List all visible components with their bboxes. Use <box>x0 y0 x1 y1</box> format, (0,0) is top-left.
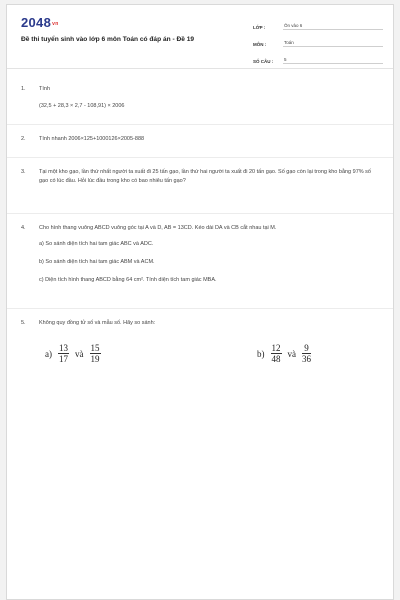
meta-count-row <box>253 53 383 64</box>
question-number: 4. <box>21 225 26 231</box>
fraction <box>302 343 311 364</box>
meta-class-label: LỚP : <box>253 25 266 30</box>
question-number: 2. <box>21 136 26 142</box>
meta-subject-row <box>253 36 383 47</box>
meta-count-value: 5 <box>283 57 383 64</box>
conjunction: và <box>75 348 84 359</box>
brand-name: 2048 <box>21 15 52 30</box>
meta-class-value: Ôn vào 6 <box>283 23 383 30</box>
numerator: 12 <box>271 343 281 353</box>
question-5 <box>21 319 381 328</box>
fraction <box>58 343 69 364</box>
question-1 <box>21 85 381 111</box>
question-3 <box>21 168 381 186</box>
question-divider <box>7 213 393 214</box>
question-part-b: b) So sánh diện tích hai tam giác ABM và ACM. <box>39 259 155 265</box>
document-page <box>6 4 394 600</box>
fraction <box>271 343 282 364</box>
question-text: Tính nhanh 2006×125+1000126×2005-888 <box>39 136 145 142</box>
question-divider <box>7 308 393 309</box>
question-number: 5. <box>21 320 26 326</box>
question-4 <box>21 224 381 285</box>
header-divider <box>7 68 393 69</box>
meta-subject-label: MÔN : <box>253 42 267 47</box>
brand-logo[interactable] <box>21 15 59 30</box>
numerator: 9 <box>304 343 309 353</box>
meta-box <box>253 19 383 70</box>
document-title: Đề thi tuyển sinh vào lớp 6 môn Toán có đáp án - Đề 19 <box>21 36 195 43</box>
comparison-label: a) <box>45 348 52 359</box>
question-text: Cho hình thang vuông ABCD vuông góc tại A và D, AB = 13CD. Kéo dài DA và CB cắt nhau tại M. <box>39 225 277 231</box>
conjunction: và <box>287 348 296 359</box>
question-divider <box>7 157 393 158</box>
question-text: Tại một kho gạo, lần thứ nhất người ta xuất đi 25 tấn gạo, lần thứ hai người ta xuất đi 20 tấn gạo. Số gạo còn lại trong kho bằng 97% số gạo có lúc đầu. Hỏi lúc đầu trong kho có bao nhiêu tấn gạo? <box>39 169 371 184</box>
denominator: 48 <box>271 354 281 364</box>
meta-class-row <box>253 19 383 30</box>
denominator: 19 <box>90 354 100 364</box>
meta-count-label: SỐ CÂU : <box>253 59 274 64</box>
comparison-label: b) <box>257 348 265 359</box>
question-expression: (32,5 + 28,3 × 2,7 - 108,91) × 2006 <box>39 103 125 109</box>
denominator: 36 <box>302 354 311 364</box>
comparison-a <box>45 343 105 364</box>
question-2 <box>21 135 381 144</box>
denominator: 17 <box>59 354 68 364</box>
question-number: 3. <box>21 169 26 175</box>
question-text: Không quy đồng tử số và mẫu số. Hãy so sánh: <box>39 320 156 326</box>
meta-subject-value: Toán <box>283 40 383 47</box>
numerator: 15 <box>90 343 100 353</box>
comparison-b <box>257 343 315 364</box>
question-part-a: a) So sánh diện tích hai tam giác ABC và ADC. <box>39 241 154 247</box>
fraction <box>90 343 101 364</box>
numerator: 13 <box>59 343 68 353</box>
brand-suffix: vn <box>52 21 59 27</box>
question-part-c: c) Diện tích hình thang ABCD bằng 64 cm². Tính diện tích tam giác MBA. <box>39 277 217 283</box>
question-number: 1. <box>21 86 26 92</box>
question-divider <box>7 124 393 125</box>
question-text: Tính <box>39 86 51 92</box>
